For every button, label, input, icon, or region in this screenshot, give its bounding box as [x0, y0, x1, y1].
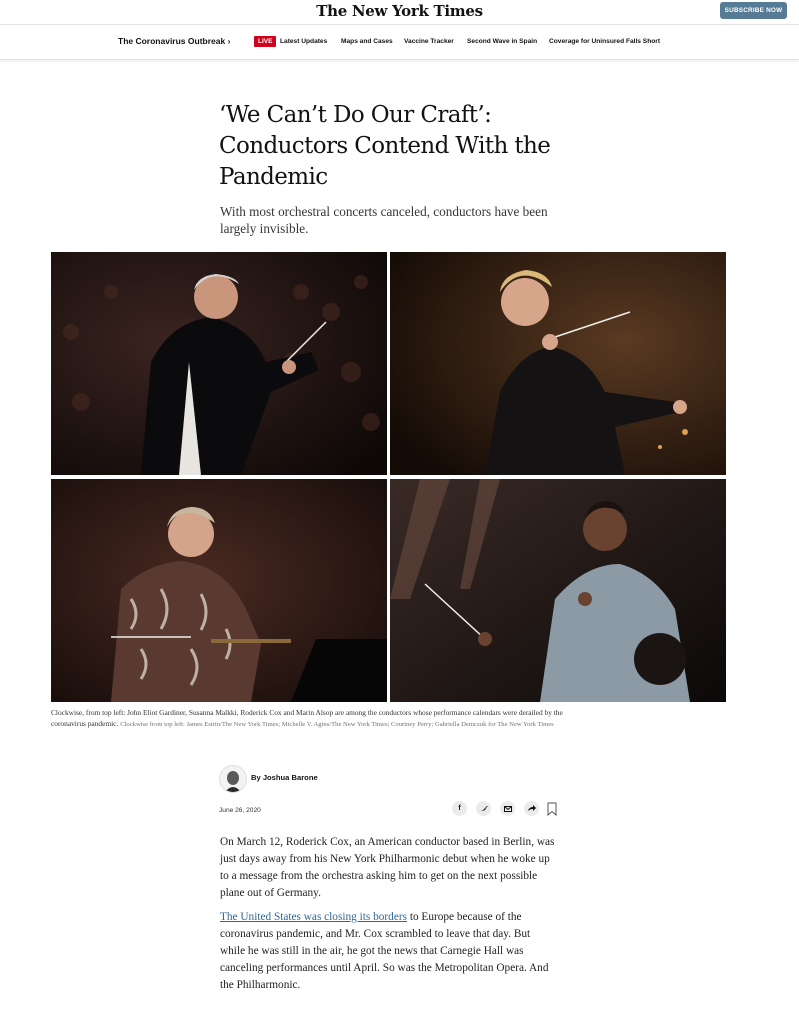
photo-caption [51, 707, 571, 730]
publish-date: June 26, 2020 [219, 807, 261, 814]
nav-link-coverage-uninsured[interactable]: Coverage for Uninsured Falls Short [549, 38, 661, 45]
caption-text: Clockwise, from top left: John Eliot Gardiner, Susanna Malkki, Roderick Cox and Marin Alsop are among the conductors whose performance calendars were derailed by the coronavirus pandemic. [51, 708, 563, 728]
paragraph-2-text: to Europe because of the coronavirus pandemic, and Mr. Cox scrambled to leave that day. But while he was still in the air, he got the news that Carnegie Hall was canceling performances until April. So was the Metropolitan Opera. And the Philharmonic. [220, 911, 549, 991]
photo-conductor-alsop [51, 479, 387, 702]
bookmark-icon[interactable] [547, 802, 557, 816]
nyt-logo[interactable]: The New York Times [316, 2, 483, 20]
share-icon[interactable] [524, 801, 539, 816]
article-paragraph-1: On March 12, Roderick Cox, an American conductor based in Berlin, was just days away from his New York Philharmonic debut when he woke up to a message from the orchestra asking him to get on the next possible plane out of Germany. [220, 836, 555, 899]
facebook-icon[interactable]: f [452, 801, 467, 816]
coronavirus-nav [0, 24, 799, 60]
email-icon[interactable] [500, 801, 515, 816]
photo-credit: Clockwise from top left: James Estrin/The New York Times; Michelle V. Agins/The New York Times; Courtney Perry; Gabriella Demczuk for The New York Times [120, 721, 554, 728]
nav-link-latest-updates[interactable]: Latest Updates [280, 38, 328, 45]
photo-conductor-malkki [390, 252, 726, 475]
photo-conductor-cox [390, 479, 726, 702]
article-summary: With most orchestral concerts canceled, conductors have been largely invisible. [220, 204, 548, 236]
borders-closing-link[interactable]: The United States was closing its borders [220, 911, 407, 923]
author-avatar[interactable] [219, 765, 247, 793]
subscribe-button[interactable]: SUBSCRIBE NOW [720, 2, 787, 19]
photo-conductor-gardiner [51, 252, 387, 475]
nav-link-maps-and-cases[interactable]: Maps and Cases [341, 38, 393, 45]
live-badge: LIVE [254, 36, 276, 47]
article-headline: ‘We Can’t Do Our Craft’: Conductors Contend With the Pandemic [219, 102, 551, 190]
author-byline[interactable]: By Joshua Barone [251, 773, 318, 782]
article-paragraph-2 [220, 909, 558, 994]
nav-link-vaccine-tracker[interactable]: Vaccine Tracker [404, 38, 454, 45]
twitter-icon[interactable] [476, 801, 491, 816]
top-bar [0, 0, 799, 24]
nav-section-title[interactable]: The Coronavirus Outbreak › [118, 36, 231, 46]
nav-link-second-wave-spain[interactable]: Second Wave in Spain [467, 38, 538, 45]
